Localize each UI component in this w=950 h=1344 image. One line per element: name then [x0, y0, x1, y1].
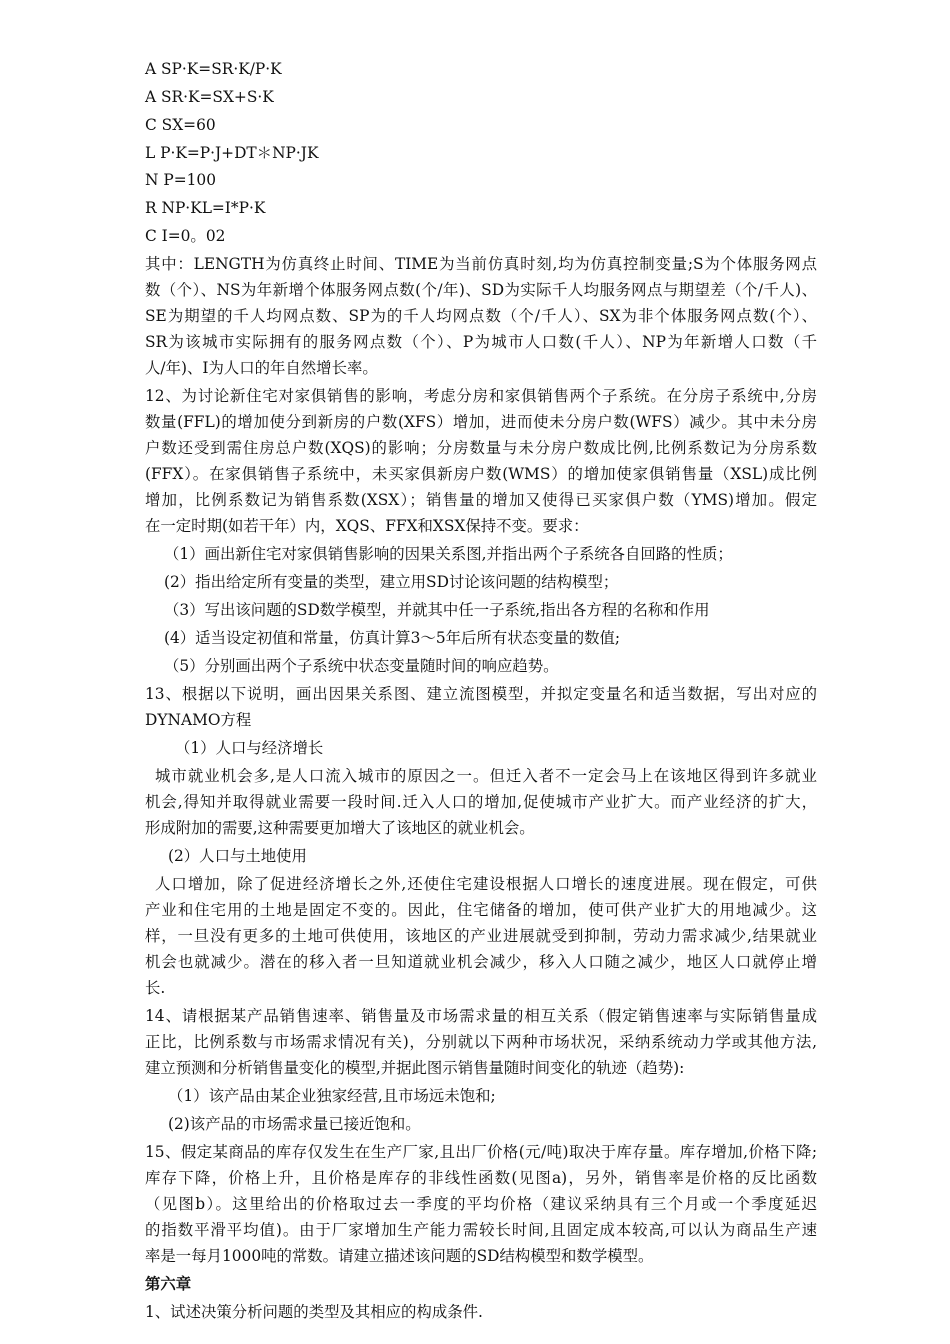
equation-line: N P=100	[145, 171, 216, 189]
equation-line: A SR·K=SX+S·K	[145, 88, 274, 106]
equation-line: L P·K=P·J+DT＊NP·JK	[145, 144, 319, 162]
paragraph-line: SE为期望的千人均网点数、SP为的千人均网点数（个/千人）、SX为非个体服务网点数(个）、	[145, 307, 817, 325]
question-12-line: 数量(FFL)的增加使分到新房的户数(XFS）增加，进而使未分房户数(WFS）减少。其中未分房	[145, 413, 817, 431]
question-12-line: 增加，比例系数记为销售系数(XSX）；销售量的增加又使得已买家俱户数（YMS)增加。假定	[145, 491, 817, 509]
question-13-line: DYNAMO方程	[145, 711, 252, 729]
question-14-line: 正比，比例系数与市场需求情况有关)，分别就以下两种市场状况，采纳系统动力学或其他方法,	[145, 1033, 817, 1051]
paragraph-line: 形成附加的需要,这种需要更加增大了该地区的就业机会。	[145, 819, 535, 837]
sub-item: （5）分别画出两个子系统中状态变量随时间的响应趋势。	[164, 657, 559, 675]
paragraph-line: 其中：LENGTH为仿真终止时间、TIME为当前仿真时刻,均为仿真控制变量;S为个体服务网点	[145, 255, 817, 273]
question-12-line: 户数还受到需住房总户数(XQS)的影响；分房数量与未分房户数成比例,比例系数记为分房系数	[145, 439, 817, 457]
question-12-line: 在一定时期(如若干年）内，XQS、FFX和XSX保持不变。要求：	[145, 517, 589, 535]
sub-item: （3）写出该问题的SD数学模型，并就其中任一子系统,指出各方程的名称和作用	[164, 601, 710, 619]
sub-item: （1）该产品由某企业独家经营,且市场远未饱和;	[168, 1087, 496, 1105]
paragraph-line: 城市就业机会多,是人口流入城市的原因之一。但迁入者不一定会马上在该地区得到许多就业	[155, 767, 817, 785]
question-14-line: 14、请根据某产品销售速率、销售量及市场需求量的相互关系（假定销售速率与实际销售量成	[145, 1007, 817, 1025]
paragraph-line: 产业和住宅用的土地是固定不变的。因此，住宅储备的增加，使可供产业扩大的用地减少。这	[145, 901, 817, 919]
question-line: 1、试述决策分析问题的类型及其相应的构成条件.	[145, 1303, 483, 1321]
question-12-line: 12、为讨论新住宅对家俱销售的影响，考虑分房和家俱销售两个子系统。在分房子系统中,分房	[145, 387, 817, 405]
question-15-line: 15、假定某商品的库存仅发生在生产厂家,且出厂价格(元/吨)取决于库存量。库存增加,价格下降;	[145, 1143, 817, 1161]
question-15-line: （见图b）。这里给出的价格取过去一季度的平均价格（建议采纳具有三个月或一个季度延迟	[145, 1195, 817, 1213]
question-15-line: 的指数平滑平均值)。由于厂家增加生产能力需较长时间,且固定成本较高,可以认为商品生产速	[145, 1221, 817, 1239]
paragraph-line: 人/年)、I为人口的年自然增长率。	[145, 359, 378, 377]
question-15-line: 库存下降，价格上升，且价格是库存的非线性函数(见图a)，另外，销售率是价格的反比函数	[145, 1169, 817, 1187]
question-15-line: 率是一每月1000吨的常数。请建立描述该问题的SD结构模型和数学模型。	[145, 1247, 654, 1265]
paragraph-line: 机会,得知并取得就业需要一段时间.迁入人口的增加,促使城市产业扩大。而产业经济的扩大，	[145, 793, 817, 811]
paragraph-line: 数（个）、NS为年新增个体服务网点数(个/年)、SD为实际千人均服务网点与期望差（个/千人)、	[145, 281, 817, 299]
equation-line: C SX=60	[145, 116, 216, 134]
paragraph-line: 机会也就减少。潜在的移入者一旦知道就业机会减少，移入人口随之减少，地区人口就停止增	[145, 953, 817, 971]
paragraph-line: SR为该城市实际拥有的服务网点数（个）、P为城市人口数(千人）、NP为年新增人口数（千	[145, 333, 817, 351]
section-heading: (2）人口与土地使用	[168, 847, 307, 865]
paragraph-line: 样，一旦没有更多的土地可供使用，该地区的产业进展就受到抑制，劳动力需求减少,结果就业	[145, 927, 817, 945]
chapter-heading: 第六章	[145, 1275, 192, 1293]
paragraph-line: 人口增加，除了促进经济增长之外,还使住宅建设根据人口增长的速度进展。现在假定，可供	[155, 875, 817, 893]
equation-line: C I=0。02	[145, 227, 226, 245]
paragraph-line: 长.	[145, 979, 166, 997]
question-14-line: 建立预测和分析销售量变化的模型,并据此图示销售量随时间变化的轨迹（趋势):	[145, 1059, 685, 1077]
sub-item: （1）画出新住宅对家俱销售影响的因果关系图,并指出两个子系统各自回路的性质；	[164, 545, 733, 563]
sub-item: (4）适当设定初值和常量，仿真计算3～5年后所有状态变量的数值;	[164, 629, 621, 647]
section-heading: （1）人口与经济增长	[175, 739, 324, 757]
equation-line: A SP·K=SR·K/P·K	[145, 60, 282, 78]
sub-item: (2)该产品的市场需求量已接近饱和。	[168, 1115, 421, 1133]
equation-line: R NP·KL=I*P·K	[145, 199, 266, 217]
sub-item: (2）指出给定所有变量的类型，建立用SD讨论该问题的结构模型；	[164, 573, 619, 591]
question-12-line: (FFX）。在家俱销售子系统中，未买家俱新房户数(WMS）的增加使家俱销售量（XSL)成比例	[145, 465, 817, 483]
question-13-line: 13、根据以下说明，画出因果关系图、建立流图模型，并拟定变量名和适当数据，写出对应的	[145, 685, 817, 703]
